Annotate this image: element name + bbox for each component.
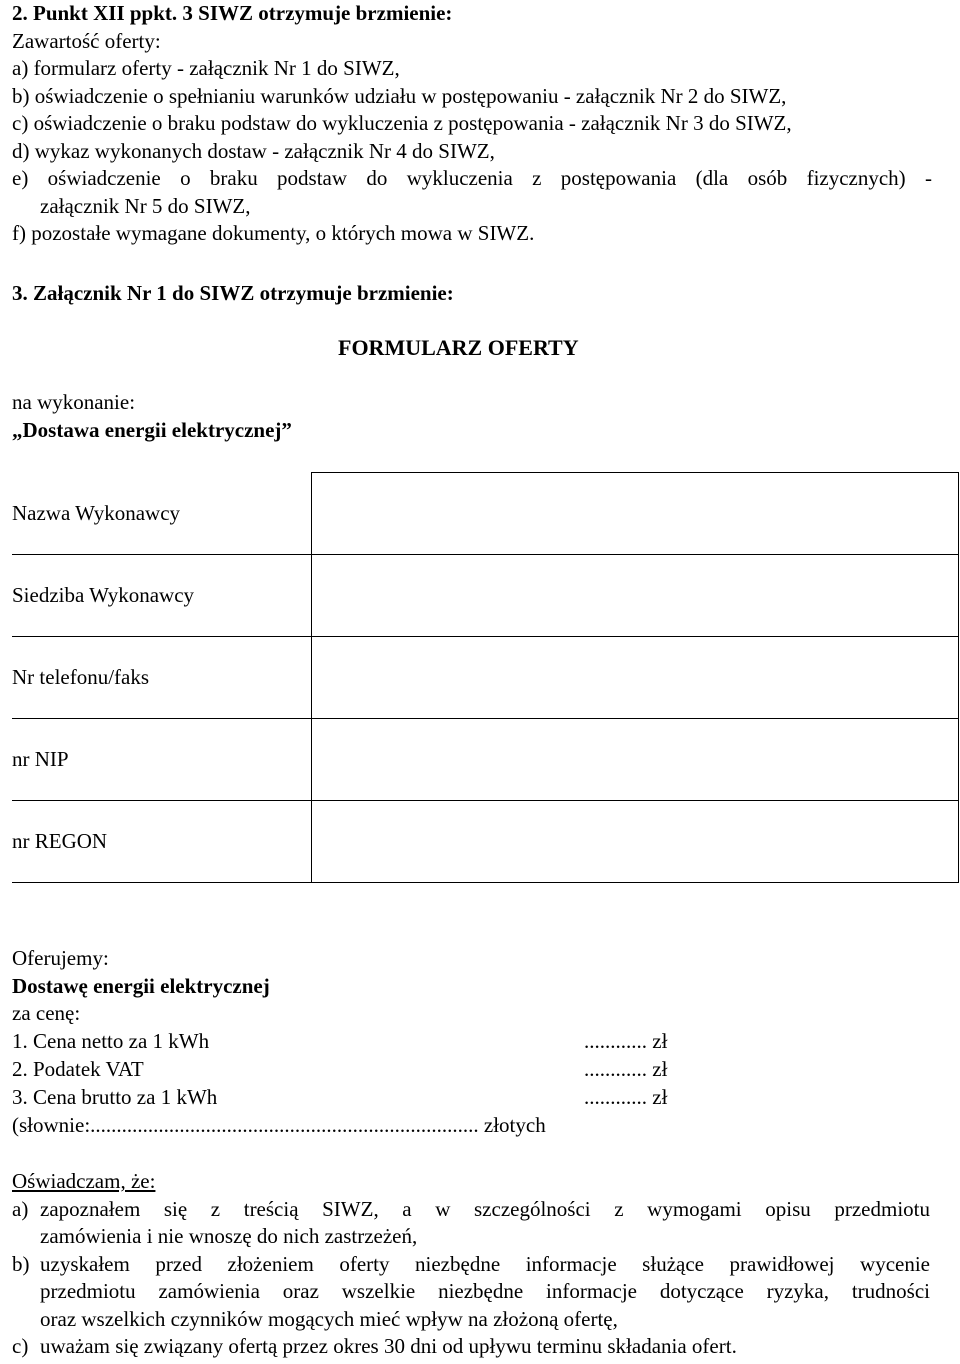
list-item: f) pozostałe wymagane dokumenty, o których mowa w SIWZ. (12, 221, 535, 245)
row-value-field[interactable] (312, 719, 959, 801)
price-amount-field[interactable]: ............ zł (584, 1028, 668, 1053)
item-marker: b) (12, 1251, 30, 1276)
price-label: za cenę: (12, 1001, 81, 1025)
item-line: oraz wszelkich czynników mogących mieć wpływ na złożoną ofertę, (40, 1306, 618, 1331)
price-in-words-field[interactable]: (słownie:.......................................................................... złotych (12, 1112, 546, 1137)
section-2-heading: 2. Punkt XII ppkt. 3 SIWZ otrzymuje brzmienie: (12, 1, 453, 25)
price-row (12, 1028, 932, 1056)
table-row (12, 719, 959, 801)
declaration-block (12, 1168, 930, 1361)
list-item-continuation: załącznik Nr 5 do SIWZ, (40, 193, 251, 218)
list-item: b) oświadczenie o spełnianiu warunków udziału w postępowaniu - załącznik Nr 2 do SIWZ, (12, 83, 787, 108)
item-line: uzyskałem przed złożeniem oferty niezbędne informacje służące prawidłowej wycenie (40, 1251, 930, 1276)
item-marker: a) (12, 1196, 29, 1221)
list-item: a) formularz oferty - załącznik Nr 1 do SIWZ, (12, 56, 400, 80)
price-row (12, 1084, 932, 1112)
row-label: nr NIP (12, 719, 312, 801)
declaration-item (12, 1196, 930, 1251)
offer-intro (12, 389, 292, 444)
list-item: e) oświadczenie o braku podstaw do wykluczenia z postępowania (dla osób fizycznych) - (12, 166, 932, 190)
section-3-heading-block (12, 280, 454, 308)
table-row (12, 801, 959, 883)
item-marker: c) (12, 1334, 29, 1358)
row-label: Nr telefonu/faks (12, 637, 312, 719)
price-amount-field[interactable]: ............ zł (584, 1056, 668, 1081)
section-2 (12, 0, 932, 248)
row-label: nr REGON (12, 801, 312, 883)
item-line: zamówienia i nie wnoszę do nich zastrzeżeń, (40, 1224, 418, 1248)
intro-subject: „Dostawa energii elektrycznej” (12, 417, 292, 442)
row-label: Siedziba Wykonawcy (12, 555, 312, 637)
row-value-field[interactable] (312, 637, 959, 719)
row-value-field[interactable] (312, 555, 959, 637)
declaration-heading: Oświadczam, że: (12, 1169, 156, 1193)
row-label: Nazwa Wykonawcy (12, 473, 312, 555)
price-desc: 1. Cena netto za 1 kWh (12, 1028, 210, 1053)
offer-subject: Dostawę energii elektrycznej (12, 973, 270, 998)
list-item: c) oświadczenie o braku podstaw do wykluczenia z postępowania - załącznik Nr 3 do SIWZ, (12, 111, 792, 135)
price-desc: 3. Cena brutto za 1 kWh (12, 1084, 218, 1109)
list-item: d) wykaz wykonanych dostaw - załącznik Nr 4 do SIWZ, (12, 138, 495, 163)
price-row (12, 1056, 932, 1084)
price-desc: 2. Podatek VAT (12, 1056, 144, 1081)
item-line: uważam się związany ofertą przez okres 30 dni od upływu terminu składania ofert. (40, 1334, 737, 1358)
item-line: przedmiotu zamówienia oraz wszelkie niezbędne informacje dotyczące ryzyka, trudności (40, 1279, 930, 1303)
offer-label: Oferujemy: (12, 946, 109, 970)
intro-label: na wykonanie: (12, 390, 136, 414)
declaration-item (12, 1251, 930, 1334)
contractor-data-table (12, 472, 959, 883)
table-row (12, 555, 959, 637)
table-row (12, 473, 959, 555)
section-3-heading: 3. Załącznik Nr 1 do SIWZ otrzymuje brzmienie: (12, 281, 454, 305)
price-amount-field[interactable]: ............ zł (584, 1084, 668, 1109)
item-line: zapoznałem się z treścią SIWZ, a w szczególności z wymogami opisu przedmiotu (40, 1196, 930, 1221)
declaration-item (12, 1333, 930, 1361)
table-row (12, 637, 959, 719)
row-value-field[interactable] (312, 801, 959, 883)
row-value-field[interactable] (312, 473, 959, 555)
section-2-subheading: Zawartość oferty: (12, 28, 161, 53)
form-title: FORMULARZ OFERTY (338, 335, 579, 360)
offer-block (12, 945, 932, 1139)
